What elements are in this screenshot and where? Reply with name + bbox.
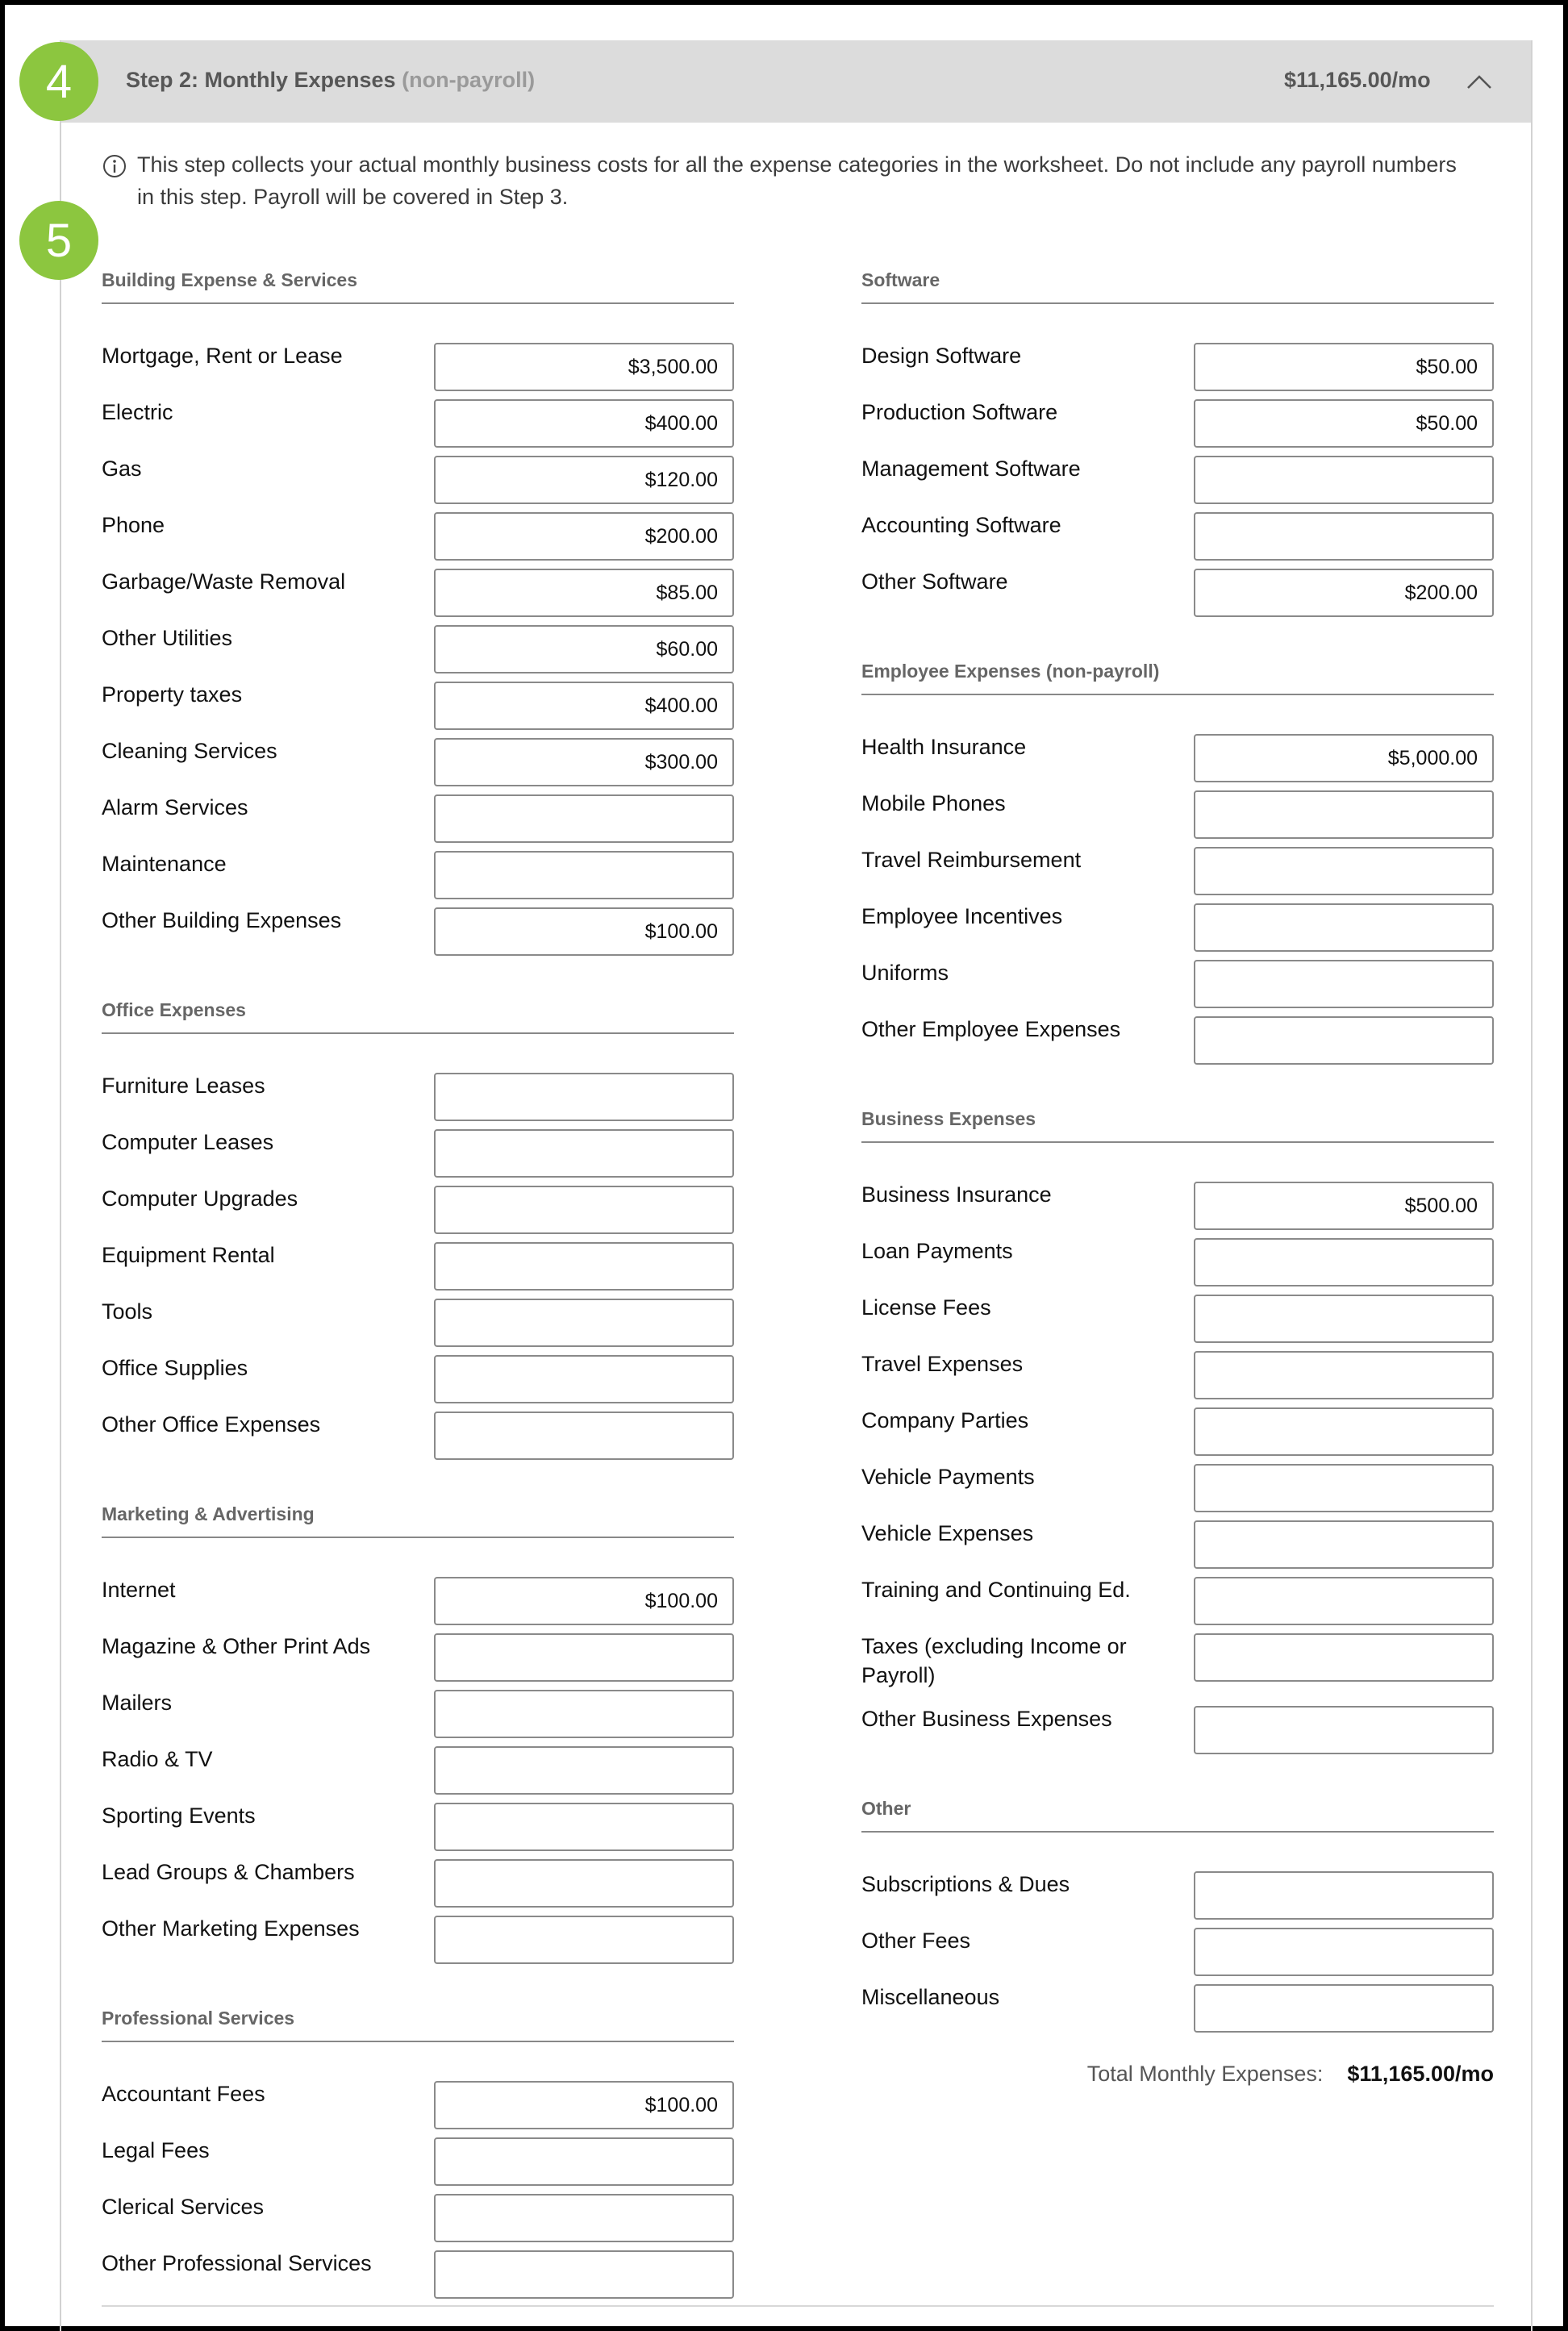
expense-row-design-software [861,341,1494,398]
clerical-services-input[interactable] [434,2194,734,2242]
expense-row-garbage-waste-removal [102,567,734,623]
expense-row-travel-reimbursement [861,845,1494,902]
travel-expenses-input[interactable] [1194,1351,1494,1399]
section-title: Marketing & Advertising [102,1499,734,1538]
expense-label: Health Insurance [861,735,1027,759]
expense-row-other-building-expenses [102,906,734,962]
expense-label: Lead Groups & Chambers [102,1860,355,1884]
section-gap [102,962,734,995]
maintenance-input[interactable] [434,851,734,899]
expense-row-mobile-phones [861,789,1494,845]
expense-label: Other Software [861,569,1008,594]
expense-row-training-and-continuing-ed [861,1575,1494,1632]
taxes-excluding-income-or-payroll-input[interactable] [1194,1633,1494,1682]
expense-label: Sporting Events [102,1804,256,1828]
employee-incentives-input[interactable] [1194,903,1494,952]
section-professional-services [102,2003,734,2305]
company-parties-input[interactable] [1194,1407,1494,1456]
expense-row-taxes-excluding-income-or-payroll [861,1632,1494,1704]
expense-label: Other Utilities [102,626,233,650]
expense-row-other-business-expenses [861,1704,1494,1761]
expense-row-computer-leases [102,1128,734,1184]
expense-row-accountant-fees [102,2079,734,2136]
right-column [861,265,1494,2094]
magazine-other-print-ads-input[interactable] [434,1633,734,1682]
miscellaneous-input[interactable] [1194,1984,1494,2033]
other-building-expenses-input[interactable] [434,907,734,956]
expense-label: Business Insurance [861,1182,1052,1207]
other-software-input[interactable] [1194,569,1494,617]
expense-row-equipment-rental [102,1241,734,1297]
expense-label: Employee Incentives [861,904,1063,928]
expense-label: Design Software [861,344,1022,368]
accounting-software-input[interactable] [1194,512,1494,561]
expense-label: Other Marketing Expenses [102,1916,360,1941]
monthly-expenses-panel [60,40,1533,2331]
section-other [861,1793,1494,2039]
expense-label: Office Supplies [102,1356,248,1380]
expense-label: Furniture Leases [102,1074,265,1098]
computer-upgrades-input[interactable] [434,1186,734,1234]
expense-row-license-fees [861,1293,1494,1349]
step-4-badge: 4 [19,42,98,121]
uniforms-input[interactable] [1194,960,1494,1008]
section-title: Building Expense & Services [102,265,734,304]
management-software-input[interactable] [1194,456,1494,504]
expense-row-legal-fees [102,2136,734,2192]
total-label: Total Monthly Expenses: [1086,2062,1324,2086]
health-insurance-input[interactable] [1194,734,1494,782]
section-gap [861,623,1494,656]
expense-row-maintenance [102,849,734,906]
lead-groups-chambers-input[interactable] [434,1859,734,1908]
section-gap [102,1466,734,1499]
expense-label: Other Office Expenses [102,1412,321,1437]
section-title: Office Expenses [102,995,734,1034]
section-employee-expenses-non-payroll [861,656,1494,1071]
expense-label: Magazine & Other Print Ads [102,1634,371,1658]
expense-label: Vehicle Expenses [861,1521,1034,1545]
expense-row-other-fees [861,1926,1494,1983]
expense-label: Clerical Services [102,2195,265,2219]
left-column [102,265,734,2305]
internet-input[interactable] [434,1577,734,1625]
business-insurance-input[interactable] [1194,1182,1494,1230]
expense-label: Other Employee Expenses [861,1017,1121,1041]
expense-row-tools [102,1297,734,1353]
expense-row-subscriptions-dues [861,1870,1494,1926]
electric-input[interactable] [434,399,734,448]
info-icon [102,153,127,179]
expense-label: Mortgage, Rent or Lease [102,344,343,368]
expense-label: Internet [102,1578,176,1602]
subscriptions-dues-input[interactable] [1194,1871,1494,1920]
legal-fees-input[interactable] [434,2137,734,2186]
design-software-input[interactable] [1194,343,1494,391]
office-supplies-input[interactable] [434,1355,734,1403]
step-title-text: Step 2: Monthly Expenses [126,68,396,92]
vehicle-payments-input[interactable] [1194,1464,1494,1512]
expense-label: Loan Payments [861,1239,1013,1263]
expense-row-uniforms [861,958,1494,1015]
other-marketing-expenses-input[interactable] [434,1916,734,1964]
expense-row-mailers [102,1688,734,1745]
other-professional-services-input[interactable] [434,2250,734,2299]
expense-label: Vehicle Payments [861,1465,1035,1489]
expense-row-alarm-services [102,793,734,849]
expense-row-other-software [861,567,1494,623]
expense-label: Legal Fees [102,2138,210,2162]
other-office-expenses-input[interactable] [434,1412,734,1460]
expense-label: Mobile Phones [861,791,1006,815]
expense-label: Management Software [861,457,1081,481]
expense-row-computer-upgrades [102,1184,734,1241]
expense-row-other-office-expenses [102,1410,734,1466]
expense-label: Electric [102,400,173,424]
computer-leases-input[interactable] [434,1129,734,1178]
total-row [861,2062,1494,2094]
step-5-badge: 5 [19,201,98,280]
cleaning-services-input[interactable] [434,738,734,786]
production-software-input[interactable] [1194,399,1494,448]
expense-row-radio-tv [102,1745,734,1801]
expense-row-loan-payments [861,1236,1494,1293]
gas-input[interactable] [434,456,734,504]
expense-row-sporting-events [102,1801,734,1858]
step-title [126,68,535,93]
section-gap [102,1970,734,2003]
expense-row-miscellaneous [861,1983,1494,2039]
expense-row-company-parties [861,1406,1494,1462]
license-fees-input[interactable] [1194,1295,1494,1343]
mobile-phones-input[interactable] [1194,790,1494,839]
step-header[interactable] [61,40,1531,123]
expense-row-magazine-other-print-ads [102,1632,734,1688]
total-gap [861,2039,1494,2062]
alarm-services-input[interactable] [434,794,734,843]
expense-row-lead-groups-chambers [102,1858,734,1914]
other-business-expenses-input[interactable] [1194,1706,1494,1754]
section-business-expenses [861,1103,1494,1761]
mailers-input[interactable] [434,1690,734,1738]
section-title: Other [861,1793,1494,1833]
expense-label: Taxes (excluding Income or Payroll) [861,1634,1127,1687]
other-fees-input[interactable] [1194,1928,1494,1976]
phone-input[interactable] [434,512,734,561]
section-gap [861,1071,1494,1103]
info-text: This step collects your actual monthly business costs for all the expense categories in the worksheet. Do not include any payroll numbers in this step. Payroll will be covered in Step 3. [137,152,1457,209]
expense-label: Alarm Services [102,795,248,819]
section-title: Professional Services [102,2003,734,2042]
expense-label: Computer Upgrades [102,1186,298,1211]
radio-tv-input[interactable] [434,1746,734,1795]
expense-row-vehicle-expenses [861,1519,1494,1575]
other-employee-expenses-input[interactable] [1194,1016,1494,1065]
expense-row-other-marketing-expenses [102,1914,734,1970]
expense-row-mortgage-rent-or-lease [102,341,734,398]
expense-label: Radio & TV [102,1747,213,1771]
expense-label: Garbage/Waste Removal [102,569,346,594]
expense-row-production-software [861,398,1494,454]
expense-row-other-professional-services [102,2249,734,2305]
furniture-leases-input[interactable] [434,1073,734,1121]
expense-label: Miscellaneous [861,1985,1000,2009]
vehicle-expenses-input[interactable] [1194,1520,1494,1569]
expense-row-health-insurance [861,732,1494,789]
expense-label: Subscriptions & Dues [861,1872,1070,1896]
expense-row-other-employee-expenses [861,1015,1494,1071]
expense-label: Accountant Fees [102,2082,265,2106]
expense-row-internet [102,1575,734,1632]
expense-label: Maintenance [102,852,227,876]
section-title: Employee Expenses (non-payroll) [861,656,1494,695]
expense-row-phone [102,511,734,567]
expense-row-gas [102,454,734,511]
expense-row-vehicle-payments [861,1462,1494,1519]
expense-row-clerical-services [102,2192,734,2249]
equipment-rental-input[interactable] [434,1242,734,1291]
section-title: Business Expenses [861,1103,1494,1143]
expense-row-accounting-software [861,511,1494,567]
accountant-fees-input[interactable] [434,2081,734,2129]
expense-row-other-utilities [102,623,734,680]
expense-row-office-supplies [102,1353,734,1410]
section-marketing-advertising [102,1499,734,1970]
expense-row-business-insurance [861,1180,1494,1236]
expense-label: Cleaning Services [102,739,277,763]
expense-row-furniture-leases [102,1071,734,1128]
chevron-up-icon[interactable] [1465,69,1494,94]
expense-label: Accounting Software [861,513,1061,537]
section-title: Software [861,265,1494,304]
mortgage-rent-or-lease-input[interactable] [434,343,734,391]
expense-label: Other Business Expenses [861,1707,1112,1731]
tools-input[interactable] [434,1299,734,1347]
travel-reimbursement-input[interactable] [1194,847,1494,895]
expense-label: Mailers [102,1691,173,1715]
expense-row-travel-expenses [861,1349,1494,1406]
expense-label: License Fees [861,1295,991,1320]
total-monthly-expenses [861,2062,1494,2087]
expense-row-property-taxes [102,680,734,736]
section-building-expense-services [102,265,734,962]
expense-label: Computer Leases [102,1130,274,1154]
sporting-events-input[interactable] [434,1803,734,1851]
expense-label: Travel Reimbursement [861,848,1082,872]
expense-label: Tools [102,1299,153,1324]
expense-label: Phone [102,513,165,537]
expense-label: Property taxes [102,682,243,707]
expense-row-cleaning-services [102,736,734,793]
expense-row-electric [102,398,734,454]
expense-row-employee-incentives [861,902,1494,958]
step-subtitle: (non-payroll) [402,68,536,92]
section-gap [861,1761,1494,1793]
expense-label: Travel Expenses [861,1352,1024,1376]
expense-row-management-software [861,454,1494,511]
section-software [861,265,1494,623]
expense-label: Equipment Rental [102,1243,275,1267]
section-office-expenses [102,995,734,1466]
expense-label: Company Parties [861,1408,1029,1432]
expense-label: Gas [102,457,142,481]
expense-label: Other Building Expenses [102,908,342,932]
expense-label: Uniforms [861,961,949,985]
loan-payments-input[interactable] [1194,1238,1494,1286]
property-taxes-input[interactable] [434,682,734,730]
expense-label: Production Software [861,400,1058,424]
other-utilities-input[interactable] [434,625,734,673]
expense-label: Other Fees [861,1929,971,1953]
garbage-waste-removal-input[interactable] [434,569,734,617]
header-total: $11,165.00/mo [1284,68,1431,92]
training-and-continuing-ed-input[interactable] [1194,1577,1494,1625]
expense-label: Other Professional Services [102,2251,372,2275]
bottom-divider [102,2305,1494,2307]
total-value: $11,165.00/mo [1347,2062,1494,2086]
expense-label: Training and Continuing Ed. [861,1578,1131,1602]
